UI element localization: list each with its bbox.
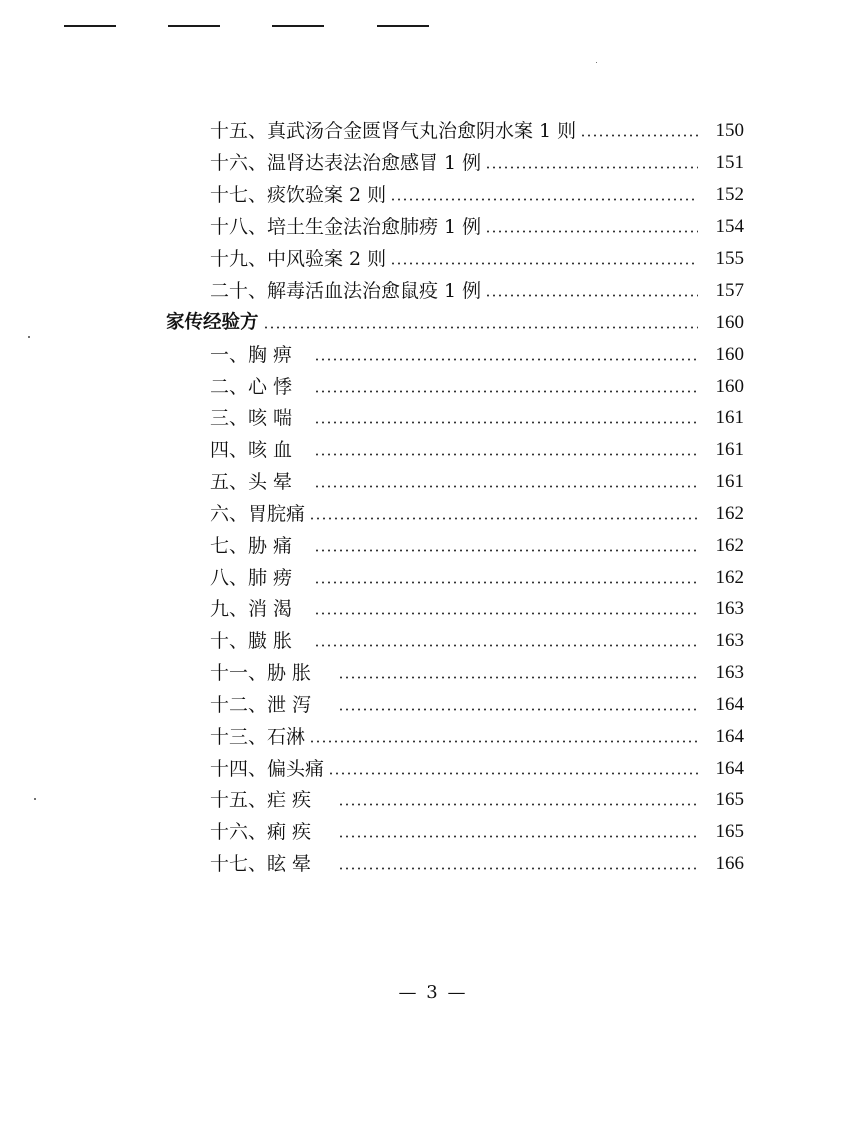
toc-entry-title: 十、臌 胀 [210, 630, 293, 652]
toc-entry[interactable] [210, 627, 744, 655]
toc-entry-title: 十四、偏头痛 [210, 758, 325, 780]
toc-entry[interactable] [210, 213, 744, 241]
toc-entry-page: 163 [715, 598, 744, 619]
header-rule-2 [168, 25, 220, 27]
toc-section[interactable] [166, 309, 744, 337]
toc-entry-title: 六、胃脘痛 [210, 503, 306, 525]
leader-dots [580, 134, 698, 137]
toc-entry[interactable] [210, 117, 744, 145]
toc-entry-title: 四、咳 血 [210, 439, 293, 461]
toc-entry[interactable] [210, 245, 744, 273]
toc-entry-title: 十六、温肾达表法治愈感冒 1 例 [210, 152, 482, 174]
leader-dots [338, 676, 698, 679]
toc-entry-title: 十五、疟 疾 [210, 789, 312, 811]
scan-speck [28, 336, 30, 338]
toc-entry-page: 160 [715, 376, 744, 397]
leader-dots [314, 358, 698, 361]
toc-entry-title: 十六、痢 疾 [210, 821, 312, 843]
leader-dots [314, 644, 698, 647]
toc-entry-page: 160 [715, 312, 744, 333]
toc-entry-page: 161 [715, 407, 744, 428]
toc-entry-title: 九、消 渴 [210, 598, 293, 620]
scan-speck [596, 62, 597, 63]
toc-entry[interactable] [210, 149, 744, 177]
toc-entry-page: 161 [715, 471, 744, 492]
leader-dots [338, 835, 698, 838]
toc-entry[interactable] [210, 818, 744, 846]
toc-entry-title: 十二、泄 泻 [210, 694, 312, 716]
leader-dots [309, 740, 698, 743]
page-number: — 3 — [398, 982, 468, 1003]
toc-entry-title: 七、胁 痛 [210, 535, 293, 557]
toc-entry-page: 165 [715, 821, 744, 842]
leader-dots [314, 390, 698, 393]
toc-entry[interactable] [210, 373, 744, 401]
leader-dots [338, 867, 698, 870]
toc-entry-title: 十九、中风验案 2 则 [210, 248, 387, 270]
toc-entry-page: 160 [715, 344, 744, 365]
toc-entry[interactable] [210, 532, 744, 560]
toc-entry[interactable] [210, 755, 744, 783]
leader-dots [314, 421, 698, 424]
leader-dots [309, 517, 698, 520]
toc-entry-title: 二十、解毒活血法治愈鼠疫 1 例 [210, 280, 482, 302]
leader-dots [485, 166, 698, 169]
toc-entry-title: 十五、真武汤合金匮肾气丸治愈阴水案 1 则 [210, 120, 577, 142]
leader-dots [314, 485, 698, 488]
toc-entry[interactable] [210, 341, 744, 369]
toc-entry-page: 161 [715, 439, 744, 460]
toc-entry[interactable] [210, 468, 744, 496]
toc-entry-page: 162 [715, 535, 744, 556]
toc-entry-page: 157 [715, 280, 744, 301]
toc-section-title: 家传经验方 [166, 312, 259, 333]
leader-dots [314, 612, 698, 615]
leader-dots [390, 262, 698, 265]
leader-dots [338, 708, 698, 711]
header-rule-4 [377, 25, 429, 27]
toc-entry[interactable] [210, 723, 744, 751]
leader-dots [263, 326, 698, 329]
toc-entry-page: 152 [715, 184, 744, 205]
toc-entry-title: 八、肺 痨 [210, 567, 293, 589]
toc-entry-title: 十一、胁 胀 [210, 662, 312, 684]
toc-entry-page: 163 [715, 630, 744, 651]
toc-entry-title: 十八、培土生金法治愈肺痨 1 例 [210, 216, 482, 238]
header-rule-3 [272, 25, 324, 27]
leader-dots [314, 581, 698, 584]
leader-dots [338, 803, 698, 806]
toc-entry-page: 163 [715, 662, 744, 683]
toc-entry-title: 二、心 悸 [210, 376, 293, 398]
leader-dots [314, 453, 698, 456]
leader-dots [314, 549, 698, 552]
toc-entry-page: 162 [715, 503, 744, 524]
toc-entry-title: 三、咳 喘 [210, 407, 293, 429]
toc-entry-title: 十三、石淋 [210, 726, 306, 748]
toc-entry[interactable] [210, 404, 744, 432]
toc-entry-page: 151 [715, 152, 744, 173]
toc-entry-title: 一、胸 痹 [210, 344, 293, 366]
toc-entry-page: 154 [715, 216, 744, 237]
header-rule-1 [64, 25, 116, 27]
toc-entry[interactable] [210, 181, 744, 209]
leader-dots [485, 294, 698, 297]
scan-speck [34, 798, 36, 800]
toc-entry[interactable] [210, 691, 744, 719]
toc-entry-page: 164 [715, 694, 744, 715]
leader-dots [390, 198, 698, 201]
toc-entry[interactable] [210, 500, 744, 528]
toc-entry-page: 162 [715, 567, 744, 588]
toc-entry-title: 十七、痰饮验案 2 则 [210, 184, 387, 206]
toc-entry-title: 十七、眩 晕 [210, 853, 312, 875]
toc-entry[interactable] [210, 786, 744, 814]
toc-entry[interactable] [210, 850, 744, 878]
toc-entry[interactable] [210, 436, 744, 464]
toc-entry-page: 164 [715, 726, 744, 747]
toc-entry-page: 166 [715, 853, 744, 874]
toc-entry[interactable] [210, 595, 744, 623]
toc-entry-page: 165 [715, 789, 744, 810]
leader-dots [485, 230, 698, 233]
toc-entry-page: 150 [715, 120, 744, 141]
toc-entry-page: 164 [715, 758, 744, 779]
toc-entry[interactable] [210, 659, 744, 687]
toc-entry-title: 五、头 晕 [210, 471, 293, 493]
leader-dots [328, 772, 698, 775]
toc-entry[interactable] [210, 277, 744, 305]
toc-entry[interactable] [210, 564, 744, 592]
toc-entry-page: 155 [715, 248, 744, 269]
